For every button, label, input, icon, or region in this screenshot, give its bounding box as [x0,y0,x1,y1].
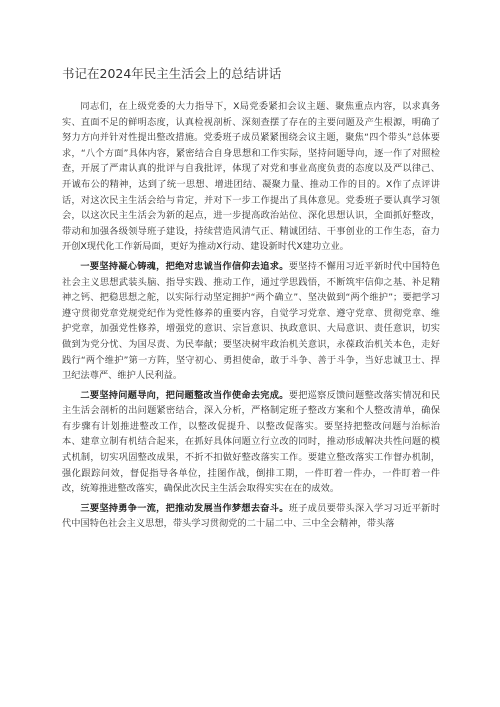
paragraph-point-1 [62,259,440,384]
paragraph-lead: 三要坚持勇争一流，把推动发展当作梦想去奋斗。 [80,502,289,514]
paragraph-text: 班子成员要带头深入学习习近平新时代中国特色社会主义思想，带头学习贯彻党的二十届二中、三中全会精神，带头落 [62,502,440,530]
document-title: 书记在2024年民主生活会上的总结讲话 [62,66,282,81]
paragraph-text: 同志们，在上级党委的大力指导下，X局党委紧扣会议主题、聚焦重点内容，以求真务实、直面不足的鲜明态度，认真检视剖析、深刻查摆了存在的主要问题及产生根源，明确了努力方向并针对性提出整改措施。党委班子成员紧紧围绕会议主题，聚焦“四个带头”总体要求，“八个方面”具体内容，紧密结合自身思想和工作实际，坚持问题导向，逐一作了对照检查，开展了严肃认真的批评与自我批评，体现了对党和事业高度负责的态度以及严以律己、开诚布公的精神，达到了统一思想、增进团结、凝聚力量、推动工作的目的。X作了点评讲话，对这次民主生活会给与肯定，并对下一步工作提出了具体意见。党委班子要认真学习领会，以这次民主生活会为新的起点，进一步提高政治站位、深化思想认识，全面抓好整改，带动和加强各级领导班子建设，持续营造风清气正、精诚团结、干事创业的工作生态，奋力开创X现代化工作新局面，更好为推动X行动、建设新时代X建功立业。 [62,101,440,253]
paragraph-text: 要把巡察反馈问题整改落实情况和民主生活会剖析的出问题紧密结合，深入分析，严格制定班子整改方案和个人整改清单，确保有步骤有计划推进整改工作，以整改促提升、以整改促落实。要坚持把整改问题与治标治本、建章立制有机结合起来，在抓好具体问题立行立改的同时，推动形成解决共性问题的模式机制，切实巩固整改成果，不折不扣做好整改落实工作。要建立整改落实工作督办机制，强化跟踪问效，督促指导各单位，挂图作战，倒排工期，一件盯着一件办，一件盯着一件改，统筹推进整改落实，确保此次民主生活会取得实实在在的成效。 [62,389,440,495]
paragraph-text: 要坚持不懈用习近平新时代中国特色社会主义思想武装头脑、指导实践、推动工作，通过学思践悟，不断筑牢信仰之基、补足精神之钙、把稳思想之舵，以实际行动坚定拥护“两个确立”、坚决做到“两个维护”；要把学习遵守贯彻党章党规党纪作为党性修养的重要内容，自觉学习党章、遵守党章、贯彻党章、维护党章，加强党性修养，增强党的意识、宗旨意识、执政意识、大局意识、责任意识，切实做到为党分忧、为国尽责、为民奉献；要坚决树牢政治机关意识，永葆政治机关本色，走好践行“两个维护”第一方阵，坚守初心、勇担使命，敢于斗争、善于斗争，当好忠诚卫士、捍卫纪法尊严、维护人民利益。 [62,260,440,382]
paragraph-point-2 [62,388,440,497]
paragraph-intro [62,99,440,255]
paragraph-lead: 二要坚持问题导向，把问题整改当作使命去完成。 [80,389,289,401]
paragraph-lead: 一要坚持凝心铸魂，把绝对忠诚当作信仰去追求。 [80,260,289,272]
document-body [62,99,440,532]
paragraph-point-3 [62,501,440,532]
